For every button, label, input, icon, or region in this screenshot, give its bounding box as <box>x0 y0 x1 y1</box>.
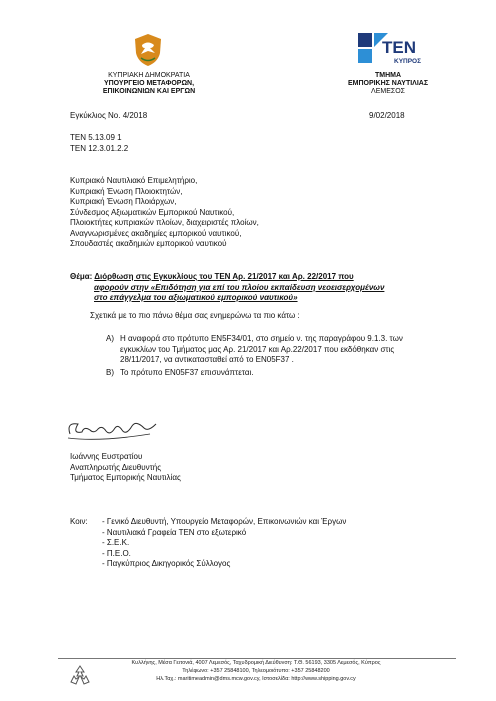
item-line: 28/11/2017, να αντικατασταθεί από το EN05F37 . <box>120 355 294 364</box>
signer-block <box>70 452 181 484</box>
list-item <box>100 368 448 379</box>
recipient-item: Σύνδεσμος Αξιωματικών Εμπορικού Ναυτικού, <box>70 207 235 217</box>
subject-block <box>70 272 442 304</box>
department-line: ΛΕΜΕΣΟΣ <box>371 88 405 95</box>
cyprus-coat-of-arms-icon <box>133 33 163 67</box>
ten-logo <box>356 29 438 69</box>
list-item <box>100 334 448 366</box>
logo-main-text: ΤΕΝ <box>382 38 416 57</box>
intro-paragraph: Σχετικά με το πιο πάνω θέμα σας ενημερώνω τα πιο κάτω : <box>90 311 300 320</box>
recipient-item: Πλοιοκτήτες κυπριακών πλοίων, διαχειριστές πλοίων, <box>70 218 259 227</box>
subject-text: αφορούν στην «Επιδότηση για επί του πλοίου εκπαίδευση νεοεισερχομένων <box>94 282 385 292</box>
recipient-item: Κυπριακή Ένωση Πλοιοκτητών, <box>70 186 183 196</box>
ministry-line: ΚΥΠΡΙΑΚΗ ΔΗΜΟΚΡΑΤΙΑ <box>108 72 190 79</box>
copies-label: Κοιν: <box>70 517 88 526</box>
signer-title: Αναπληρωτής Διευθυντής <box>70 462 162 472</box>
recipient-item: Κυπριακή Ένωση Πλοιάρχων, <box>70 197 177 206</box>
copy-item: - Γενικό Διευθυντή, Υπουργείο Μεταφορών, Επικοινωνιών και Έργων <box>102 517 347 526</box>
signer-name: Ιωάννης Ευστρατίου <box>70 452 143 461</box>
copy-item: - Σ.Ε.Κ. <box>102 538 130 547</box>
item-marker: B) <box>106 367 114 377</box>
ministry-line: ΕΠΙΚΟΙΝΩΝΙΩΝ ΚΑΙ ΕΡΓΩΝ <box>102 88 196 95</box>
copy-item: - Π.Ε.Ο. <box>102 548 131 558</box>
ten-logo-mark-icon <box>356 29 438 69</box>
item-marker: A) <box>106 334 114 343</box>
subject-label: Θέμα: <box>70 272 93 281</box>
subject-text: στο επάγγελμα του αξιωματικού εμπορικού ναυτικού» <box>94 293 298 302</box>
reference-number: ΤΕΝ 12.3.01.2.2 <box>70 144 129 153</box>
item-line: εγκυκλίων του Τμήματος μας Αρ. 21/2017 και Αρ.22/2017 που εκδόθηκαν στις <box>120 344 395 354</box>
ministry-line: ΥΠΟΥΡΓΕΙΟ ΜΕΤΑΦΟΡΩΝ, <box>103 80 195 87</box>
recipients-list <box>70 176 259 250</box>
signer-department: Τμήματος Εμπορικής Ναυτιλίας <box>70 473 181 482</box>
items-list <box>100 334 448 380</box>
copy-item: - Ναυτιλιακά Γραφεία ΤΕΝ στο εξωτερικό <box>102 527 247 537</box>
footer-phone: Τηλέφωνο: +357 25848100, Τηλεομοιότυπο: +357 25848200 <box>182 668 330 674</box>
recipient-item: Αναγνωρισμένες ακαδημίες εμπορικού ναυτικού, <box>70 228 242 238</box>
document-date: 9/02/2018 <box>369 111 405 120</box>
footer-address: Κυλλήνης, Μέσα Γειτονιά, 4007 Λεμεσός, Ταχυδρομική Διεύθυνση: Τ.Θ. 56193, 3305 Λεμεσός, Κύπρος <box>131 660 381 666</box>
recipient-item: Κυπριακό Ναυτιλιακό Επιμελητήριο, <box>70 176 198 185</box>
handwritten-signature <box>60 412 170 448</box>
subject-text: Διόρθωση στις Εγκυκλίους του ΤΕΝ Αρ. 21/2017 και Αρ. 22/2017 που <box>94 272 354 281</box>
department-line: ΕΜΠΟΡΙΚΗΣ ΝΑΥΤΙΛΙΑΣ <box>347 80 429 87</box>
reference-number: ΤΕΝ 5.13.09 1 <box>70 133 122 142</box>
department-header <box>318 72 458 96</box>
logo-sub-text: ΚΥΠΡΟΣ <box>394 58 422 65</box>
ministry-header <box>64 72 234 96</box>
item-line: Το πρότυπο EN05F37 επισυνάπτεται. <box>120 367 254 377</box>
recipient-item: Σπουδαστές ακαδημιών εμπορικού ναυτικού <box>70 239 227 248</box>
circular-number: Εγκύκλιος Νο. 4/2018 <box>70 111 148 120</box>
item-line: Η αναφορά στο πρότυπο EN5F34/01, στο σημείο ν. της παραγράφου 9.1.3. των <box>120 334 403 343</box>
copy-item: - Παγκύπριος Δικηγορικός Σύλλογος <box>102 559 231 568</box>
footer-contact <box>70 659 442 683</box>
footer-web: Ηλ.Ταχ.: maritimeadmin@dms.mcw.gov.cy, Ιστοσελίδα: http://www.shipping.gov.cy <box>156 676 356 682</box>
department-line: ΤΜΗΜΑ <box>374 72 402 79</box>
